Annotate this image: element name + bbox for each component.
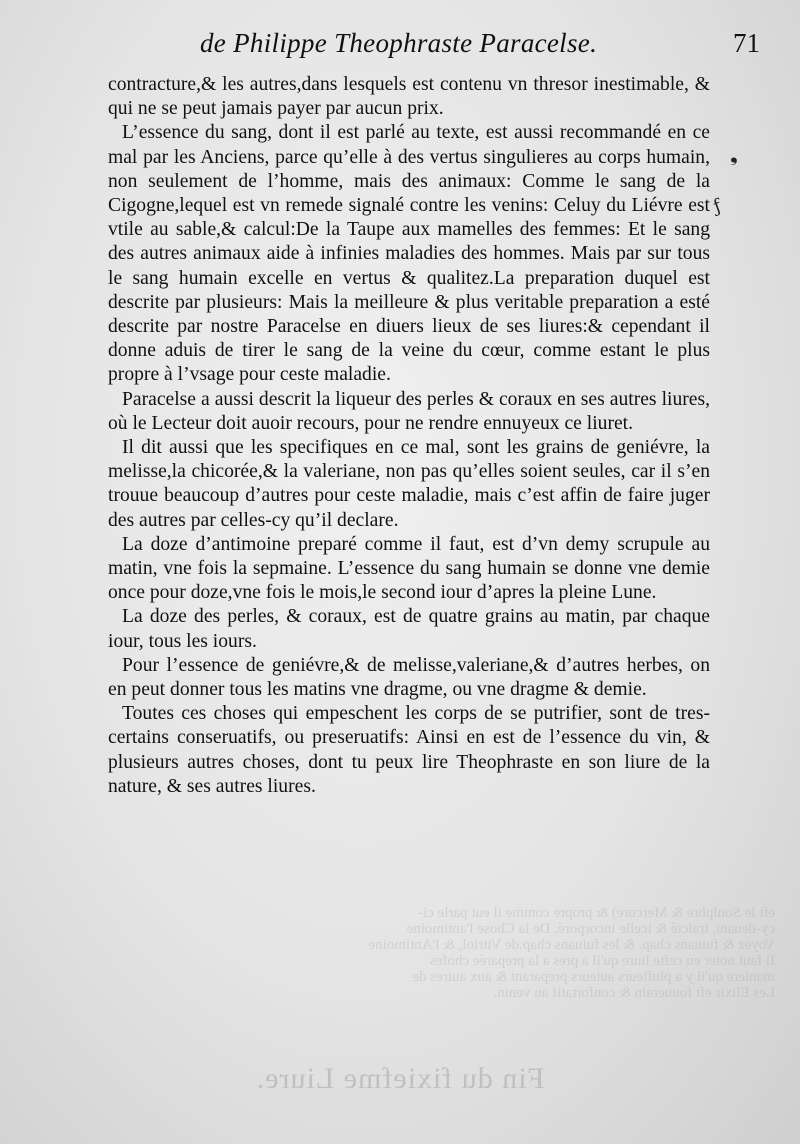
paragraph: Il dit aussi que les specifiques en ce mal, sont les grains de geniévre, la melisse,la chicorée,& la valeriane, non pas qu’elles soient seules, car il s’en trouue beaucoup d’autres pour ceste maladie, mais c’est affin de faire juger des autres par celles-cy qu’il declare. xyxy=(108,437,710,531)
margin-ink-mark: ❟ xyxy=(730,142,738,166)
paragraph: Toutes ces choses qui empeschent les corps de se putrifier, sont de tres-certains conseruatifs, ou preseruatifs: Ainsi en est de l’essence du vin, & plusieurs autres choses, dont tu peux lire Theophraste en son liure de la nature, & ses autres liures. xyxy=(108,703,710,797)
body-text xyxy=(108,73,710,799)
bleed-through-line: Les Elixir eft fouuerain & confortatif au venin. xyxy=(493,985,775,1001)
paragraph: La doze des perles, & coraux, est de quatre grains au matin, par chaque iour, tous les iours. xyxy=(108,606,710,652)
paragraph: contracture,& les autres,dans lesquels est contenu vn thresor inestimable, & qui ne se peut jamais payer par aucun prix. xyxy=(108,74,710,120)
bleed-through-text xyxy=(255,905,775,1001)
running-title: de Philippe Theophraste Paracelse. xyxy=(200,28,598,58)
margin-ink-mark: ƒ xyxy=(710,195,725,218)
bleed-through-line: cy-deuant, traicté & icelle incorporé. De la Chose l'antimoine xyxy=(406,921,775,937)
paragraph: Paracelse a aussi descrit la liqueur des perles & coraux en ses autres liures, où le Lecteur doit auoir recours, pour ne rendre ennuyeux ce liuret. xyxy=(108,388,710,434)
bleed-through-line: Il faut noter en cefte liure qu'il a pres a la preparée chofes xyxy=(429,953,775,969)
bleed-through-footer: Fin du fixiefme Liure. xyxy=(255,1062,545,1095)
paragraph: La doze d’antimoine preparé comme il faut, est d’vn demy scrupule au matin, vne fois la sepmaine. L’essence du sang humain se donne vne demie once pour doze,vne fois le mois,le second iour d’apres la pleine Lune. xyxy=(108,533,710,604)
bleed-through-line: maniere qu'il y a plufieurs auteurs preparant & aux autres de xyxy=(412,969,775,985)
bleed-through-line: Voyez & fuiuans chap. & les fuiuans chap.de Vitriol, & l'Antimoine xyxy=(368,937,775,953)
running-head xyxy=(200,28,760,68)
paragraph: Pour l’essence de geniévre,& de melisse,valeriane,& d’autres herbes, on en peut donner tous les matins vne dragme, ou vne dragme & demie. xyxy=(108,654,710,701)
page-number: 71 xyxy=(733,28,760,58)
bleed-through-line: eft le Soulphre & Mercure) & propre comme il eut parle ci- xyxy=(418,905,775,921)
paragraph: L’essence du sang, dont il est parlé au texte, est aussi recommandé en ce mal par les Anciens, parce qu’elle à des vertus singulieres au corps humain, non seulement de l’homme, mais des animaux: Comme le sang de la Cigogne,lequel est vn remede signalé contre les venins: Celuy du Liévre est vtile au sable,& calcul:De la Taupe aux mamelles des femmes: Et le sang des autres animaux aide à infinies maladies des hommes. Mais par sur tous le sang humain excelle en vertus & qualitez.La preparation duquel est descrite par plusieurs: Mais la meilleure & plus veritable preparation a esté descrite par nostre Paracelse en diuers lieux de ses liures:& cependant il donne aduis de tirer le sang de la veine du cœur, comme estant le plus propre à l’vsage pour ceste maladie. xyxy=(108,122,710,386)
